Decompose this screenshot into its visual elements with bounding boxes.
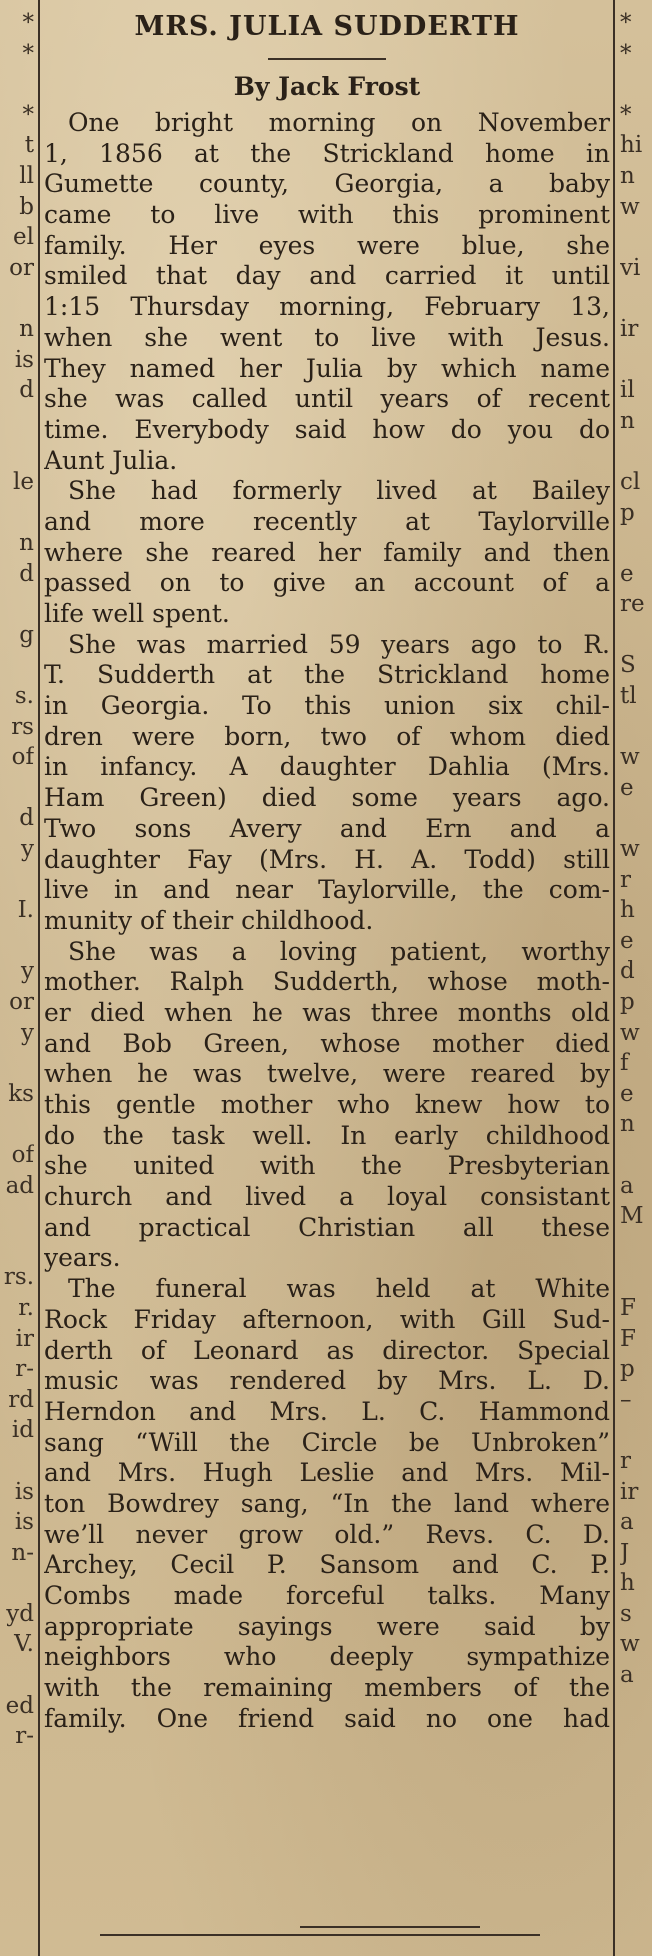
column-fragment	[620, 436, 652, 467]
column-fragment	[620, 528, 652, 559]
article-line: and Mrs. Hugh Leslie and Mrs. Mil-	[44, 1458, 610, 1488]
column-fragment: g	[19, 621, 34, 648]
article-line: when he was twelve, were reared by	[44, 1059, 610, 1089]
column-fragment	[0, 650, 34, 681]
column-fragment: d	[19, 377, 34, 404]
column-divider-left	[38, 0, 40, 1956]
column-fragment: ad	[5, 1172, 34, 1199]
article-line: and practical Christian all these	[44, 1212, 610, 1242]
column-fragment: F	[620, 1294, 636, 1321]
column-fragment: S	[620, 652, 636, 679]
article-line: where she reared her family and then	[44, 537, 610, 567]
column-fragment: e	[620, 927, 634, 954]
column-fragment: a	[620, 1662, 634, 1689]
article-line: T. Sudderth at the Strickland home	[44, 660, 610, 690]
article-line: she was called until years of recent	[44, 384, 610, 414]
article-line: we’ll never grow old.” Revs. C. D.	[44, 1519, 610, 1549]
article-line: Ham Green) died some years ago.	[44, 783, 610, 813]
column-fragment: f	[620, 1050, 629, 1077]
column-fragment: le	[13, 468, 34, 495]
article-line: smiled that day and carried it until	[44, 261, 610, 291]
article-line: Gumette county, Georgia, a baby	[44, 169, 610, 199]
column-fragment: vi	[620, 254, 641, 281]
column-fragment	[0, 773, 34, 804]
article-line: this gentle mother who knew how to	[44, 1090, 610, 1119]
column-fragment: n	[620, 1111, 635, 1138]
column-fragment: y	[21, 836, 34, 863]
column-fragment: or	[9, 254, 34, 281]
column-fragment: s.	[14, 683, 34, 710]
left-column-fragments	[0, 8, 34, 1752]
column-fragment	[0, 1446, 34, 1477]
article-line: family. One friend said no one had	[44, 1703, 610, 1733]
column-fragment: *	[620, 10, 632, 36]
article-line: and Bob Green, whose mother died	[44, 1028, 610, 1058]
article-line: derth of Leonard as director. Special	[44, 1335, 610, 1365]
article-byline: By Jack Frost	[233, 72, 421, 101]
column-fragment: y	[21, 958, 34, 985]
article-line: family. Her eyes were blue, she	[44, 230, 610, 260]
article-line: appropriate sayings were said by	[44, 1611, 610, 1641]
column-fragment: is	[14, 1509, 34, 1536]
article-line: Two sons Avery and Ern and a	[44, 813, 610, 843]
column-fragment: el	[13, 224, 34, 251]
column-fragment: ed	[5, 1692, 34, 1719]
column-fragment	[620, 803, 652, 834]
article-line: in Georgia. To this union six chil-	[44, 691, 610, 721]
article-line: when she went to live with Jesus.	[44, 322, 610, 352]
column-fragment: r	[620, 866, 631, 893]
article-line: She had formerly lived at Bailey	[68, 476, 610, 506]
column-fragment	[620, 283, 652, 314]
column-fragment: of	[11, 1141, 34, 1168]
article-line: she united with the Presbyterian	[44, 1151, 610, 1181]
column-fragment: ir	[620, 1478, 639, 1505]
column-fragment: n	[19, 315, 34, 342]
column-fragment: I.	[17, 897, 34, 924]
column-fragment: w	[620, 1631, 640, 1658]
article-line: dren were born, two of whom died	[44, 721, 610, 751]
column-fragment: is	[14, 1478, 34, 1505]
article-body	[44, 108, 610, 1734]
column-fragment	[620, 1262, 652, 1293]
column-fragment: *	[22, 101, 34, 128]
article-line: Rock Friday afternoon, with Gill Sud-	[44, 1304, 610, 1334]
column-fragment: J	[620, 1539, 630, 1566]
column-fragment: id	[11, 1417, 34, 1444]
column-fragment	[620, 620, 652, 651]
column-fragment: r	[620, 1447, 631, 1474]
column-fragment	[0, 1048, 34, 1079]
column-fragment: h	[620, 897, 635, 924]
column-fragment: n-	[11, 1539, 34, 1566]
column-fragment: p	[620, 1356, 635, 1383]
column-fragment: w	[620, 193, 640, 220]
column-fragment: yd	[6, 1600, 34, 1627]
column-fragment: rs.	[3, 1264, 34, 1291]
column-fragment	[0, 1660, 34, 1691]
column-fragment: s	[620, 1600, 632, 1627]
column-fragment	[0, 1232, 34, 1263]
article-line: music was rendered by Mrs. L. D.	[44, 1366, 610, 1396]
column-fragment	[0, 69, 34, 100]
article-line: One bright morning on November	[68, 108, 610, 137]
column-fragment: M	[620, 1203, 644, 1230]
article-line: They named her Julia by which name	[44, 353, 610, 383]
column-fragment	[620, 1232, 652, 1263]
column-fragment: n	[620, 162, 635, 189]
article-line: with the remaining members of the	[44, 1673, 610, 1703]
article-line: She was a loving patient, worthy	[68, 936, 610, 966]
column-fragment: rd	[8, 1386, 34, 1413]
column-fragment: –	[620, 1386, 632, 1413]
column-fragment: hi	[620, 132, 643, 159]
bottom-divider	[100, 1934, 540, 1936]
article-line: ton Bowdrey sang, “In the land where	[44, 1488, 610, 1518]
article-line: life well spent.	[44, 599, 230, 628]
column-fragment: n	[620, 407, 635, 434]
article-headline: MRS. JULIA SUDDERTH	[134, 11, 520, 42]
article-line: 1:15 Thursday morning, February 13,	[44, 292, 610, 322]
column-divider-right	[613, 0, 615, 1956]
column-fragment: e	[620, 774, 634, 801]
column-fragment	[0, 1201, 34, 1232]
column-fragment	[620, 222, 652, 253]
column-fragment: p	[620, 499, 635, 526]
column-fragment: r-	[15, 1356, 34, 1383]
column-fragment: a	[620, 1172, 634, 1199]
obituary-article	[44, 6, 610, 1734]
column-fragment	[0, 1109, 34, 1140]
article-line: years.	[44, 1243, 121, 1273]
column-fragment: is	[14, 346, 34, 373]
column-fragment: r-	[15, 1723, 34, 1750]
article-line: sang “Will the Circle be Unbroken”	[44, 1427, 610, 1457]
column-fragment	[0, 498, 34, 529]
article-line: Herndon and Mrs. L. C. Hammond	[44, 1396, 610, 1426]
column-fragment: d	[19, 560, 34, 587]
article-line: live in and near Taylorville, the com-	[44, 875, 610, 905]
column-fragment: w	[620, 1019, 640, 1046]
column-fragment	[0, 436, 34, 467]
article-line: The funeral was held at White	[68, 1274, 610, 1304]
column-fragment: V.	[14, 1631, 34, 1658]
column-fragment: p	[620, 989, 635, 1015]
column-fragment: n	[19, 530, 34, 557]
column-fragment: F	[620, 1325, 636, 1352]
column-fragment: y	[21, 1019, 34, 1046]
column-fragment: a	[620, 1509, 634, 1536]
column-fragment: e	[620, 1080, 634, 1107]
column-fragment: or	[9, 989, 34, 1015]
column-fragment	[620, 69, 652, 100]
column-fragment: re	[620, 591, 645, 618]
article-line: mother. Ralph Sudderth, whose moth-	[44, 967, 610, 997]
column-fragment: e	[620, 560, 634, 587]
article-line: munity of their childhood.	[44, 905, 374, 935]
column-fragment	[620, 345, 652, 376]
column-fragment: w	[620, 836, 640, 863]
article-line: and more recently at Taylorville	[44, 506, 610, 536]
column-fragment: d	[620, 958, 635, 985]
column-fragment: ll	[19, 162, 34, 189]
column-fragment: *	[22, 10, 34, 36]
column-fragment: d	[19, 805, 34, 832]
article-line: came to live with this prominent	[44, 200, 610, 230]
column-fragment: il	[620, 377, 635, 404]
article-line: do the task well. In early childhood	[44, 1120, 610, 1150]
column-fragment	[0, 589, 34, 620]
article-line: in infancy. A daughter Dahlia (Mrs.	[44, 752, 610, 782]
article-line: church and lived a loyal consistant	[44, 1182, 610, 1212]
column-fragment: t	[24, 132, 34, 159]
column-fragment	[0, 926, 34, 957]
column-fragment	[0, 1568, 34, 1599]
column-fragment: *	[620, 101, 632, 128]
column-fragment	[0, 283, 34, 314]
column-fragment: of	[11, 744, 34, 771]
article-line: passed on to give an account of a	[44, 568, 610, 598]
article-line: neighbors who deeply sympathize	[44, 1642, 610, 1672]
column-fragment	[620, 1140, 652, 1171]
article-line: Aunt Julia.	[44, 445, 178, 475]
column-fragment: r.	[18, 1294, 34, 1321]
column-fragment: rs	[11, 713, 34, 740]
column-fragment: cl	[620, 468, 641, 495]
column-fragment: *	[22, 40, 34, 67]
article-line: She was married 59 years ago to R.	[68, 629, 610, 659]
bottom-divider-short	[300, 1926, 480, 1928]
article-line: er died when he was three months old	[44, 997, 610, 1027]
article-line: 1, 1856 at the Strickland home in	[44, 138, 610, 168]
column-fragment	[620, 712, 652, 743]
article-line: Archey, Cecil P. Sansom and C. P.	[44, 1550, 610, 1580]
article-line: daughter Fay (Mrs. H. A. Todd) still	[44, 844, 610, 874]
column-fragment: h	[620, 1570, 635, 1597]
column-fragment: ir	[15, 1325, 34, 1352]
right-column-fragments	[620, 8, 652, 1691]
column-fragment: tl	[620, 683, 637, 710]
article-line: Combs made forceful talks. Many	[44, 1581, 610, 1610]
column-fragment: *	[620, 40, 632, 67]
column-fragment: ir	[620, 315, 639, 342]
column-fragment: ks	[8, 1080, 34, 1107]
column-fragment	[0, 865, 34, 896]
column-fragment: b	[19, 193, 34, 220]
headline-divider	[268, 58, 386, 60]
article-line: time. Everybody said how do you do	[44, 414, 610, 444]
column-fragment	[620, 1415, 652, 1446]
column-fragment: w	[620, 744, 640, 771]
column-fragment	[0, 406, 34, 437]
